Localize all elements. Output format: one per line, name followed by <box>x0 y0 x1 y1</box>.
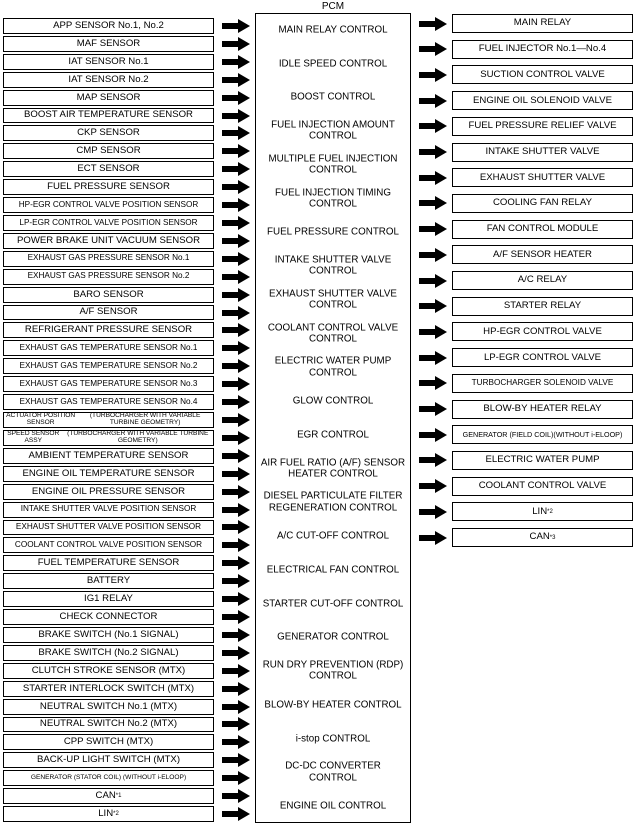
label-line: CONTROL <box>309 333 357 345</box>
input-signal-box <box>3 681 214 697</box>
output-device-box <box>452 374 633 393</box>
label-text: EXHAUST GAS PRESSURE SENSOR No.2 <box>27 271 190 281</box>
output-device-box <box>452 143 633 162</box>
input-signal-box <box>3 430 214 446</box>
pcm-function <box>258 187 408 210</box>
input-signal-box <box>3 394 214 410</box>
input-signal-box <box>3 555 214 571</box>
label-text: HP-EGR CONTROL VALVE POSITION SENSOR <box>18 199 199 209</box>
input-signal-box <box>3 108 214 124</box>
input-signal-box <box>3 143 214 159</box>
label-text: SUCTION CONTROL VALVE <box>480 68 605 80</box>
output-arrow <box>419 376 447 390</box>
label-text: NEUTRAL SWITCH No.2 (MTX) <box>39 718 178 730</box>
output-arrow <box>419 274 447 288</box>
label-line: CONTROL <box>309 772 357 784</box>
label-line: GENERATOR CONTROL <box>277 631 389 643</box>
label-text: EXHAUST SHUTTER VALVE POSITION SENSOR <box>15 522 202 532</box>
input-signal-box: CAN *1 <box>3 788 214 804</box>
label-text: COOLANT CONTROL VALVE <box>478 480 607 492</box>
input-signal-box <box>3 305 214 321</box>
label-text: BOOST AIR TEMPERATURE SENSOR <box>24 109 193 121</box>
label-text: ELECTRIC WATER PUMP <box>485 454 600 466</box>
output-device-box <box>452 220 633 239</box>
label-line: CONTROL <box>309 299 357 311</box>
output-device-box <box>452 65 633 84</box>
label-text: EXHAUST GAS TEMPERATURE SENSOR No.3 <box>19 378 198 388</box>
input-signal-box <box>3 537 214 553</box>
input-arrow <box>222 771 250 785</box>
label-text: BACK-UP LIGHT SWITCH (MTX) <box>36 754 181 766</box>
label-line: CONTROL <box>309 131 357 143</box>
label-line: ACTUATOR POSITION SENSOR <box>6 412 76 426</box>
pcm-function <box>258 800 408 811</box>
output-arrow <box>419 222 447 236</box>
output-arrow <box>419 145 447 159</box>
pcm-function <box>258 660 408 683</box>
label-line: i-stop CONTROL <box>295 732 371 744</box>
label-text: MAF SENSOR <box>76 37 141 49</box>
input-arrow <box>222 520 250 534</box>
label-line: ENGINE OIL CONTROL <box>279 800 387 812</box>
input-arrow <box>222 377 250 391</box>
input-arrow <box>222 341 250 355</box>
pcm-function <box>258 699 408 710</box>
label-text: A/F SENSOR <box>79 306 138 318</box>
pcm-function <box>258 632 408 643</box>
output-device-box: CAN *3 <box>452 528 633 547</box>
label-text: CAN <box>95 790 116 802</box>
pcm-function <box>258 120 408 143</box>
label-line: GLOW CONTROL <box>292 395 374 407</box>
output-arrow <box>419 17 447 31</box>
input-signal-box <box>3 645 214 661</box>
label-text: REFRIGERANT PRESSURE SENSOR <box>24 324 193 336</box>
input-signal-box <box>3 215 214 231</box>
input-signal-box <box>3 717 214 733</box>
input-arrow <box>222 37 250 51</box>
input-arrow <box>222 682 250 696</box>
output-arrow <box>419 196 447 210</box>
input-signal-box <box>3 322 214 338</box>
label-text: BRAKE SWITCH (No.2 SIGNAL) <box>38 646 179 658</box>
label-text: INTAKE SHUTTER VALVE POSITION SENSOR <box>20 504 197 514</box>
label-text: NEUTRAL SWITCH No.1 (MTX) <box>39 700 178 712</box>
label-line: DC-DC CONVERTER <box>285 761 381 773</box>
output-device-box <box>452 117 633 136</box>
label-text: FUEL TEMPERATURE SENSOR <box>37 557 180 569</box>
label-text: FUEL PRESSURE RELIEF VALVE <box>468 120 617 132</box>
input-signal-box <box>3 591 214 607</box>
input-arrow <box>222 306 250 320</box>
pcm-function <box>258 761 408 784</box>
output-arrow <box>419 402 447 416</box>
input-arrow <box>222 126 250 140</box>
label-line: MULTIPLE FUEL INJECTION <box>268 153 398 165</box>
output-device-box <box>452 477 633 496</box>
input-signal-box <box>3 770 214 786</box>
input-arrow <box>222 467 250 481</box>
label-line: SPEED SENSOR ASSY <box>7 429 60 444</box>
label-text: ECT SENSOR <box>77 163 140 175</box>
pcm-function <box>258 356 408 379</box>
label-text: CAN <box>529 531 550 543</box>
input-signal-box <box>3 466 214 482</box>
input-arrow <box>222 664 250 678</box>
input-signal-box <box>3 90 214 106</box>
input-arrow <box>222 449 250 463</box>
output-device-box <box>452 425 633 444</box>
pcm-function <box>258 92 408 103</box>
input-arrow <box>222 162 250 176</box>
label-line: HEATER CONTROL <box>288 468 378 480</box>
pcm-function <box>258 322 408 345</box>
input-arrow <box>222 216 250 230</box>
input-signal-box <box>3 502 214 518</box>
output-arrow <box>419 505 447 519</box>
input-arrow <box>222 789 250 803</box>
input-arrow <box>222 503 250 517</box>
output-arrow <box>419 248 447 262</box>
label-text: ENGINE OIL SOLENOID VALVE <box>473 94 612 106</box>
input-arrow <box>222 270 250 284</box>
input-arrow <box>222 592 250 606</box>
label-text: LIN <box>532 505 548 517</box>
input-signal-box <box>3 699 214 715</box>
output-device-box <box>452 91 633 110</box>
output-arrow <box>419 351 447 365</box>
output-device-box <box>452 271 633 290</box>
label-text: IG1 RELAY <box>84 593 133 605</box>
output-device-box <box>452 245 633 264</box>
input-signal-box <box>3 627 214 643</box>
pcm-function <box>258 395 408 406</box>
pcm-function <box>258 491 408 514</box>
label-text: A/C RELAY <box>517 274 568 286</box>
output-device-box <box>452 168 633 187</box>
label-text: CKP SENSOR <box>77 127 140 139</box>
input-signal-box <box>3 358 214 374</box>
label-line: (TURBOCHARGER WITH VARIABLE TURBINE GEOMETRY) <box>89 412 201 426</box>
input-signal-box <box>3 125 214 141</box>
input-signal-box <box>3 233 214 249</box>
input-arrow <box>222 753 250 767</box>
pcm-function <box>258 598 408 609</box>
label-line: (TURBOCHARGER WITH VARIABLE TURBINE GEOMETRY) <box>67 429 209 444</box>
input-signal-box <box>3 752 214 768</box>
input-arrow <box>222 717 250 731</box>
input-arrow <box>222 198 250 212</box>
label-text: STARTER INTERLOCK SWITCH (MTX) <box>22 682 195 694</box>
input-signal-box <box>3 287 214 303</box>
label-text: MAIN RELAY <box>513 17 572 29</box>
input-arrow <box>222 252 250 266</box>
output-arrow <box>419 453 447 467</box>
label-text: LP-EGR CONTROL VALVE POSITION SENSOR <box>19 217 198 227</box>
input-signal-box <box>3 376 214 392</box>
pcm-title: PCM <box>321 1 345 12</box>
output-arrow <box>419 171 447 185</box>
label-line: CONTROL <box>309 266 357 278</box>
input-arrow <box>222 288 250 302</box>
label-text: MAP SENSOR <box>76 91 141 103</box>
label-text: GENERATOR (STATOR COIL) (WITHOUT i-ELOOP) <box>30 773 187 781</box>
output-arrow <box>419 299 447 313</box>
input-arrow <box>222 180 250 194</box>
output-arrow <box>419 325 447 339</box>
input-arrow <box>222 109 250 123</box>
label-text: STARTER RELAY <box>503 300 582 312</box>
label-text: EXHAUST GAS PRESSURE SENSOR No.1 <box>27 253 190 263</box>
input-arrow <box>222 628 250 642</box>
input-signal-box <box>3 412 214 428</box>
pcm-function <box>258 457 408 480</box>
output-device-box <box>452 40 633 59</box>
output-device-box <box>452 194 633 213</box>
label-line: CONTROL <box>309 164 357 176</box>
input-arrow <box>222 91 250 105</box>
input-arrow <box>222 538 250 552</box>
pcm-function <box>258 530 408 541</box>
label-text: EXHAUST GAS TEMPERATURE SENSOR No.4 <box>19 396 198 406</box>
label-line: ELECTRIC WATER PUMP <box>274 356 392 368</box>
label-line: A/C CUT-OFF CONTROL <box>276 530 390 542</box>
label-line: FUEL INJECTION TIMING <box>275 187 391 199</box>
input-signal-box: LIN *2 <box>3 806 214 822</box>
input-arrow <box>222 323 250 337</box>
output-device-box <box>452 348 633 367</box>
input-signal-box <box>3 573 214 589</box>
label-text: COOLING FAN RELAY <box>493 197 592 209</box>
label-text: HP-EGR CONTROL VALVE <box>483 325 602 337</box>
input-arrow <box>222 19 250 33</box>
pcm-function <box>258 289 408 312</box>
label-line: DIESEL PARTICULATE FILTER <box>263 491 403 503</box>
pcm-function <box>258 154 408 177</box>
input-signal-box <box>3 251 214 267</box>
label-text: FUEL PRESSURE SENSOR <box>47 181 170 193</box>
label-line: EXHAUST SHUTTER VALVE <box>269 288 397 300</box>
input-arrow <box>222 610 250 624</box>
input-signal-box <box>3 197 214 213</box>
label-text: APP SENSOR No.1, No.2 <box>53 19 164 31</box>
output-device-box <box>452 322 633 341</box>
output-device-box <box>452 400 633 419</box>
input-signal-box <box>3 161 214 177</box>
input-signal-box <box>3 609 214 625</box>
label-text: FAN CONTROL MODULE <box>486 223 599 235</box>
input-signal-box <box>3 520 214 536</box>
pcm-function <box>258 58 408 69</box>
label-line: AIR FUEL RATIO (A/F) SENSOR <box>260 457 406 469</box>
label-line: CONTROL <box>309 198 357 210</box>
label-text: COOLANT CONTROL VALVE POSITION SENSOR <box>14 540 203 550</box>
output-device-box: LIN *2 <box>452 502 633 521</box>
output-arrow <box>419 479 447 493</box>
input-arrow <box>222 55 250 69</box>
label-text: CHECK CONNECTOR <box>59 610 158 622</box>
input-arrow <box>222 413 250 427</box>
label-line: STARTER CUT-OFF CONTROL <box>262 597 404 609</box>
label-line: BLOW-BY HEATER CONTROL <box>264 699 402 711</box>
output-arrow <box>419 42 447 56</box>
input-arrow <box>222 700 250 714</box>
label-text: IAT SENSOR No.1 <box>68 55 149 67</box>
input-signal-box <box>3 54 214 70</box>
input-signal-box <box>3 179 214 195</box>
label-text: ENGINE OIL TEMPERATURE SENSOR <box>22 467 195 479</box>
label-line: FUEL INJECTION AMOUNT <box>271 119 395 131</box>
input-arrow <box>222 556 250 570</box>
label-text: CMP SENSOR <box>76 145 141 157</box>
label-line: IDLE SPEED CONTROL <box>278 57 388 69</box>
label-text: INTAKE SHUTTER VALVE <box>485 145 600 157</box>
label-line: CONTROL <box>309 671 357 683</box>
label-line: COOLANT CONTROL VALVE <box>267 322 399 334</box>
label-text: POWER BRAKE UNIT VACUUM SENSOR <box>16 234 201 246</box>
label-text: LP-EGR CONTROL VALVE <box>483 351 602 363</box>
input-arrow <box>222 144 250 158</box>
label-text: A/F SENSOR HEATER <box>493 248 592 260</box>
label-text: BRAKE SWITCH (No.1 SIGNAL) <box>38 628 179 640</box>
input-signal-box <box>3 36 214 52</box>
pcm-function <box>258 733 408 744</box>
pcm-function <box>258 227 408 238</box>
label-text: BATTERY <box>86 575 131 587</box>
label-text: FUEL INJECTOR No.1—No.4 <box>478 43 607 55</box>
output-device-box <box>452 297 633 316</box>
label-text: IAT SENSOR No.2 <box>68 73 149 85</box>
label-text: CLUTCH STROKE SENSOR (MTX) <box>31 664 186 676</box>
label-line: INTAKE SHUTTER VALVE <box>274 254 392 266</box>
input-arrow <box>222 73 250 87</box>
input-arrow <box>222 234 250 248</box>
label-text: TURBOCHARGER SOLENOID VALVE <box>471 377 614 387</box>
input-signal-box <box>3 448 214 464</box>
input-arrow <box>222 574 250 588</box>
input-arrow <box>222 359 250 373</box>
input-signal-box <box>3 484 214 500</box>
input-signal-box <box>3 269 214 285</box>
input-arrow <box>222 395 250 409</box>
input-signal-box <box>3 663 214 679</box>
output-device-box <box>452 14 633 33</box>
pcm-function <box>258 564 408 575</box>
output-arrow <box>419 94 447 108</box>
input-signal-box <box>3 18 214 34</box>
pcm-function <box>258 255 408 278</box>
input-signal-box <box>3 734 214 750</box>
label-line: ELECTRICAL FAN CONTROL <box>266 564 400 576</box>
output-device-box <box>452 451 633 470</box>
label-text: ENGINE OIL PRESSURE SENSOR <box>31 485 186 497</box>
label-line: (WITHOUT i-ELOOP) <box>553 429 623 439</box>
output-arrow <box>419 428 447 442</box>
label-text: LIN <box>98 808 114 819</box>
label-line: MAIN RELAY CONTROL <box>278 24 388 36</box>
input-arrow <box>222 807 250 821</box>
output-arrow <box>419 531 447 545</box>
output-arrow <box>419 68 447 82</box>
label-line: REGENERATION CONTROL <box>268 502 398 514</box>
label-text: CPP SWITCH (MTX) <box>63 736 154 748</box>
label-text: EXHAUST SHUTTER VALVE <box>479 171 606 183</box>
label-line: RUN DRY PREVENTION (RDP) <box>262 659 404 671</box>
pcm-function <box>258 24 408 35</box>
label-text: EXHAUST GAS TEMPERATURE SENSOR No.2 <box>19 360 198 370</box>
output-arrow <box>419 119 447 133</box>
input-signal-box <box>3 72 214 88</box>
pcm-function <box>258 429 408 440</box>
input-arrow <box>222 485 250 499</box>
label-text: EXHAUST GAS TEMPERATURE SENSOR No.1 <box>19 343 198 353</box>
input-signal-box <box>3 340 214 356</box>
label-line: FUEL PRESSURE CONTROL <box>267 226 399 238</box>
label-line: EGR CONTROL <box>297 429 369 441</box>
input-arrow <box>222 646 250 660</box>
input-arrow <box>222 735 250 749</box>
label-text: BLOW-BY HEATER RELAY <box>483 402 602 414</box>
label-text: BARO SENSOR <box>73 288 144 300</box>
label-line: GENERATOR (FIELD COIL) <box>462 429 554 439</box>
label-line: CONTROL <box>309 367 357 379</box>
label-line: BOOST CONTROL <box>290 91 376 103</box>
label-text: AMBIENT TEMPERATURE SENSOR <box>28 449 189 461</box>
input-arrow <box>222 431 250 445</box>
